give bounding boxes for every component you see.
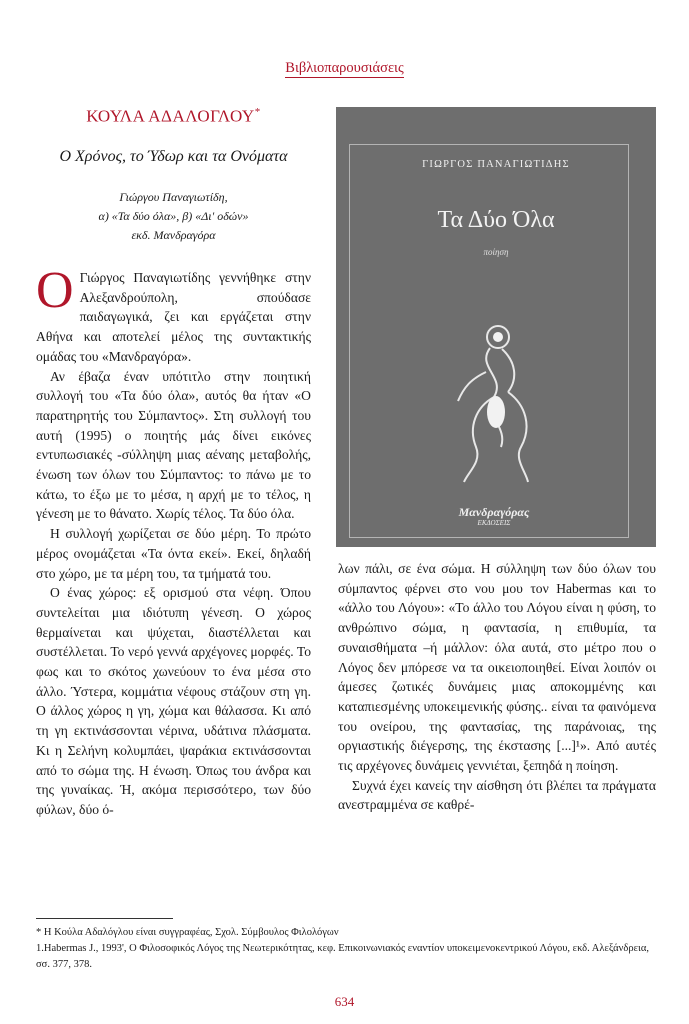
left-column <box>36 262 311 820</box>
cover-author: ΓΙΩΡΓΟΣ ΠΑΝΑΓΙΩΤΙΔΗΣ <box>422 159 570 170</box>
book-cover-image <box>336 107 656 547</box>
cover-subtitle: ποίηση <box>483 247 509 257</box>
book-info-line: εκδ. Μανδραγόρα <box>131 228 216 242</box>
right-column <box>338 559 656 815</box>
book-info-line: α) «Τα δύο όλα», β) «Δι' οδών» <box>98 209 249 223</box>
cover-title: Τα Δύο Όλα <box>437 207 555 233</box>
book-info <box>36 188 311 245</box>
section-title: Βιβλιοπαρουσιάσεις <box>285 60 404 76</box>
footnote: 1.Habermas J., 1993', Ο Φιλοσοφικός Λόγος της Νεωτερικότητας, κεφ. Επικοινωνιακός εναντίον υποκειμενοκεντρικού Λόγου, εκδ. Αλεξάνδρεια, σσ. 377, 378. <box>36 943 649 970</box>
book-info-line: Γιώργου Παναγιωτίδη, <box>119 190 228 204</box>
paragraph: Η συλλογή χωρίζεται σε δύο μέρη. Το πρώτο μέρος ονομάζεται «Τα όντα εκεί». Εκεί, δηλαδή στο χώρο, με τα μέρη του, τα τμήματά του. <box>36 526 311 581</box>
footnote-divider <box>36 918 173 919</box>
paragraph: Ο ένας χώρος: εξ ορισμού στα νέφη. Όπου συντελείται μια ιδιότυπη γένεση. Ο χώρος θερμαίνεται και ψύχεται, διαστέλλεται και συστέλλεται. Το νερό γεννά αρχέγονες μορφές. Το φως και το σκότος χωνεύουν το ένα μέσα στο άλλο. Ύστερα, κομμάτια νέφους στάζουν στη γη. Ο άλλος χώρος η γη, χώμα και θάλασσα. Κι από τη γη εκτινάσσονται νέρινα, υδάτινα πλάσματα. Κι η Σελήνη κολυμπάει, ψαράκια εκτινάσσονται από το σώμα της. Η ένωση. Όπως του άνδρα και της γυναίκας. Ή, ακόμα περισσότερο, των δύο φύλων, δύο ό- <box>36 585 311 817</box>
paragraph: λων πάλι, σε ένα σώμα. Η σύλληψη των δύο όλων του σύμπαντος φέρνει στο νου μου τον Habermas και το «άλλο του Λόγου»: «Το άλλο του Λόγου είναι η φύση, το ανθρώπινο σώμα, η φαντασία, η επιθυμία, τα συναισθήματα –ή μάλλον: όλα αυτά, στο μέτρο που ο Λόγος δεν μπόρεσε να τα οικειοποιηθεί. Είναι λοιπόν οι άμεσες ζωτικές δυνάμεις μιας αποκομμένης και καταπιεσμένης υποκειμενικής φύσης.. είναι τα φαινόμενα του ονείρου, της φαντασίας, της παράνοιας, της οργιαστικής διέγερσης, της έκστασης [...]¹». Από αυτές τις αρχέγονες δυνάμεις γεννιέται, ξεπηδά η ποίηση. <box>338 561 656 774</box>
footnote: * Η Κούλα Αδαλόγλου είναι συγγραφέας, Σχολ. Σύμβουλος Φιλολόγων <box>36 927 339 938</box>
article-author: ΚΟΥΛΑ ΑΔΑΛΟΓΛΟΥ* <box>86 106 261 126</box>
cover-figure-illustration <box>446 317 546 487</box>
article-subtitle: Ο Χρόνος, το Ύδωρ και τα Ονόματα <box>59 148 288 165</box>
page-number: 634 <box>334 994 355 1009</box>
paragraph: Ο Γιώργος Παναγιωτίδης γεννήθηκε στην Αλεξανδρούπολη, σπούδασε παιδαγωγικά, ζει και εργάζεται στην Αθήνα και αποτελεί μέλος της συντακτικής ομάδας του «Μανδραγόρα». <box>36 262 311 364</box>
paragraph: Αν έβαζα έναν υπότιτλο στην ποιητική συλλογή του «Τα δύο όλα», αυτός θα ήταν «Ο παρατηρητής του Σύμπαντος». Στη συλλογή του αυτή (1995) ο ποιητής μάς δίνει εικόνες εντυπωσιακές -σύλληψη μιας αέναης μεταβολής, ένωση των όλων του Σύμπαντος: το πάνω με το κάτω, το έξω με το μέσα, η αρχή με το τέλος, η γένεση με το θάνατο. Χωρίς τέλος. Τα δύο όλα. <box>36 368 311 522</box>
drop-cap: Ο <box>36 262 74 319</box>
footnotes <box>36 925 656 973</box>
paragraph: Συχνά έχει κανείς την αίσθηση ότι βλέπει τα πράγματα ανεστραμμένα σε καθρέ- <box>338 777 656 813</box>
cover-publisher-sub: ΕΚΔΟΣΕΙΣ <box>477 519 511 527</box>
author-footnote-mark: * <box>254 106 261 118</box>
section-header <box>0 60 689 77</box>
cover-publisher: Μανδραγόρας ΕΚΔΟΣΕΙΣ <box>444 505 544 527</box>
